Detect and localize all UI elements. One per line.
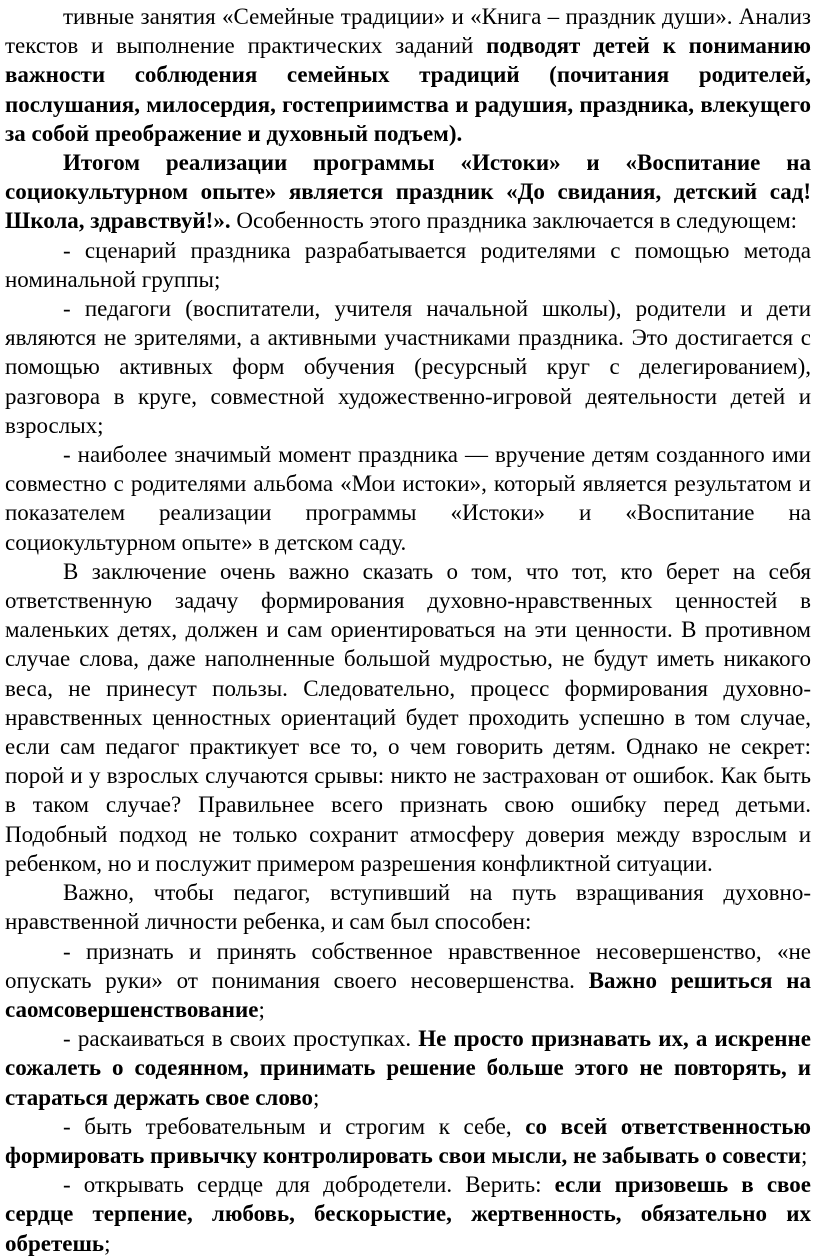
text-span: В заключение очень важно сказать о том, что тот, кто берет на себя ответственную задачу формирования духовно-нравственных ценностей в маленьких детях, должен и сам ориентироваться на эти ценности. В противном случае слова, даже наполненные большой мудростью, не будут иметь никакого веса, не принесут пользы. Следовательно, процесс формирования духовно-нравственных ценностных ориентаций будет проходить успешно в том случае, если сам педагог практикует все то, о чем говорить детям. Однако не секрет: порой и у взрослых случаются срывы: никто не застрахован от ошибок. Как быть в таком случае? Правильнее всего признать свою ошибку перед детьми. Подобный подход не только сохранит атмосферу доверия между взрослым и ребенком, но и послужит примером разрешения конфликтной ситуации.	[5, 558, 811, 876]
text-span: - педагоги (воспитатели, учителя начальной школы), родители и дети являются не зрителями, а активными участниками праздника. Это достигается с помощью активных форм обучения (ресурсный круг с делегированием), разговора в круге, совместной художественно-игровой деятельности детей и взрослых;	[5, 296, 811, 438]
bold-span: Важно решиться на саомсовершенствование	[5, 967, 811, 1022]
bold-span: со всей ответственностью формировать привычку контролировать свои мысли, не забывать о совести	[5, 1113, 811, 1168]
bold-span: если призовешь в свое сердце терпение, любовь, бескорыстие, жертвенность, обязательно их обретешь	[5, 1172, 812, 1256]
text-span: Особенность этого праздника заключается в следующем:	[230, 208, 798, 234]
para-teacher-able	[5, 878, 811, 936]
text-span: ;	[313, 1084, 320, 1110]
bold-span: Итогом реализации программы «Истоки» и «Воспитание на социокультурном опыте» является праздник «До свидания, детский сад! Школа, здравствуй!».	[5, 150, 811, 234]
text-span: - наиболее значимый момент праздника — вручение детям созданного ими совместно с родителями альбома «Мои истоки», который является результатом и показателем реализации программы «Истоки» и «Воспитание на социокультурном опыте» в детском саду.	[5, 442, 811, 555]
text-span: - открывать сердце для добродетели. Верить:	[63, 1172, 555, 1198]
para-item-scenario	[5, 236, 811, 294]
text-span: - быть требовательным и строгим к себе,	[63, 1113, 526, 1139]
para-item-demanding	[5, 1112, 811, 1170]
text-span: Важно, чтобы педагог, вступивший на путь взращивания духовно-нравственной личности ребенка, и сам был способен:	[5, 880, 811, 935]
para-conclusion	[5, 557, 811, 878]
text-span: ;	[104, 1230, 111, 1256]
para-intro-continued	[5, 2, 811, 148]
text-span: тивные занятия «Семейные традиции» и «Книга – праздник души». Анализ текстов и выполнение практических заданий	[5, 4, 811, 59]
para-program-result	[5, 148, 811, 236]
para-item-repent	[5, 1024, 811, 1112]
bold-span: Не просто признавать их, а искренне сожалеть о содеянном, принимать решение больше этого не повторять, и стараться держать свое слово	[5, 1026, 811, 1110]
para-item-admit	[5, 937, 811, 1025]
para-item-album	[5, 440, 811, 557]
text-span: - сценарий праздника разрабатывается родителями с помощью метода номинальной группы;	[5, 237, 811, 292]
text-span: ;	[801, 1142, 808, 1168]
bold-span: подводят детей к пониманию важности соблюдения семейных традиций (почитания родителей, послушания, милосердия, гостеприимства и радушия, праздника, влекущего за собой преображение и духовный подъем).	[5, 33, 811, 146]
text-span: ;	[258, 996, 265, 1022]
para-item-open-heart	[5, 1170, 811, 1258]
para-item-participants	[5, 294, 811, 440]
text-span: - признать и принять собственное нравственное несовершенство, «не опускать руки» от понимания своего несовершенства.	[5, 938, 811, 993]
text-span: - раскаиваться в своих проступках.	[63, 1026, 419, 1052]
